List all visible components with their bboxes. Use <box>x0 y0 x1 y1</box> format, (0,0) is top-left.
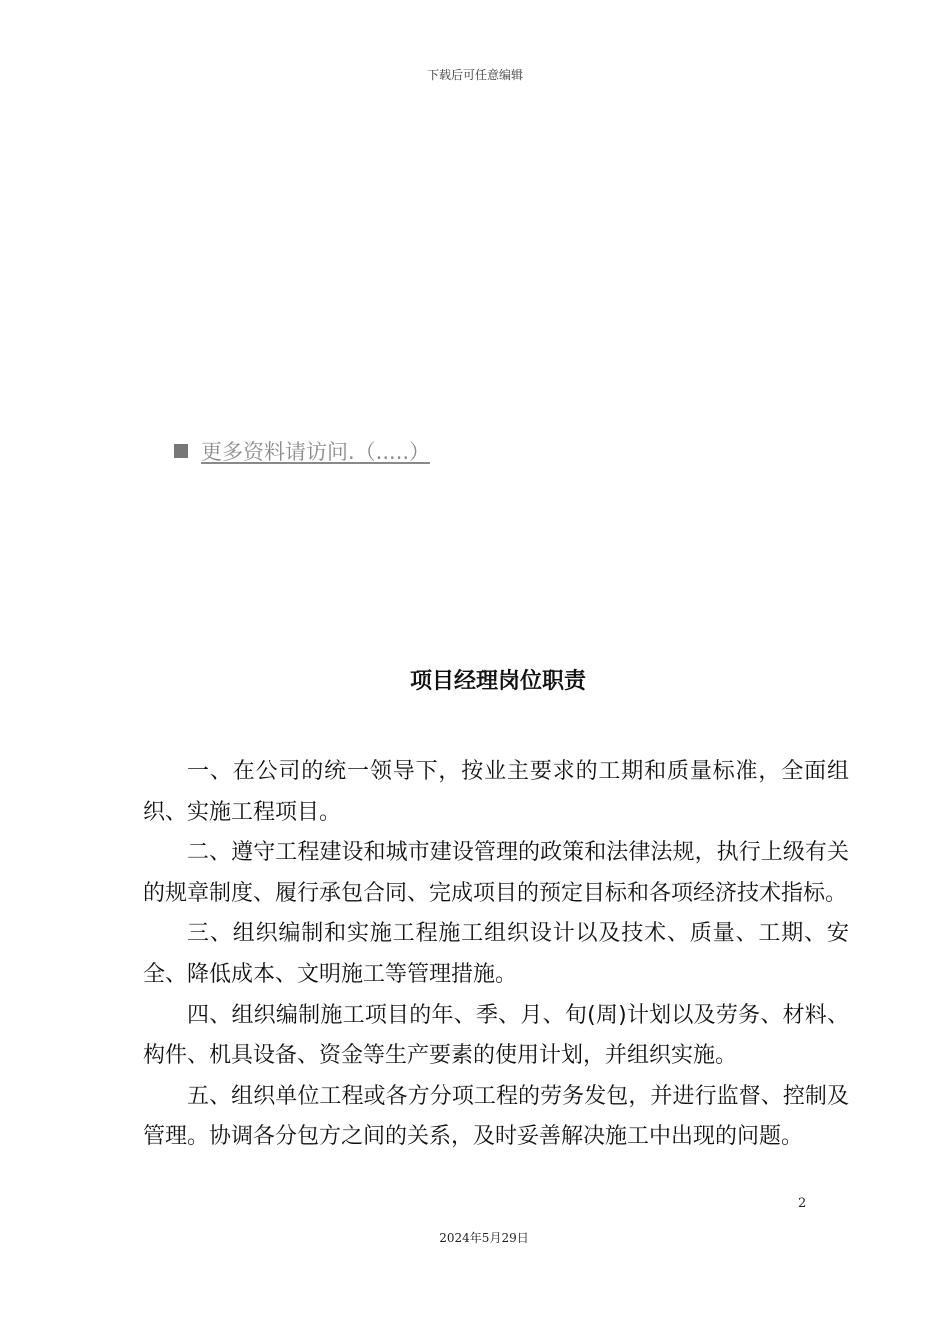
page-number: 2 <box>798 1196 807 1211</box>
paragraph: 五、组织单位工程或各方分项工程的劳务发包，并进行监督、控制及管理。协调各分包方之间的关系，及时妥善解决施工中出现的问题。 <box>143 1083 849 1150</box>
header-note: 下载后可任意编辑 <box>426 68 523 82</box>
square-bullet-icon <box>174 444 188 458</box>
paragraph: 一、在公司的统一领导下，按业主要求的工期和质量标准，全面组织、实施工程项目。 <box>143 759 849 825</box>
document-body <box>143 752 849 1158</box>
document-title: 项目经理岗位职责 <box>409 669 586 694</box>
paragraph: 三、组织编制和实施工程施工组织设计以及技术、质量、工期、安全、降低成本、文明施工等管理措施。 <box>143 921 849 987</box>
paragraph: 二、遵守工程建设和城市建设管理的政策和法律法规，执行上级有关的规章制度、履行承包合同、完成项目的预定目标和各项经济技术指标。 <box>143 840 849 906</box>
footer-date: 2024年5月29日 <box>439 1231 529 1245</box>
paragraph: 四、组织编制施工项目的年、季、月、旬(周)计划以及劳务、材料、构件、机具设备、资金等生产要素的使用计划，并组织实施。 <box>143 1002 849 1069</box>
more-resources-link[interactable]: 更多资料请访问.（.....） <box>201 440 431 464</box>
more-resources-row <box>174 436 430 466</box>
